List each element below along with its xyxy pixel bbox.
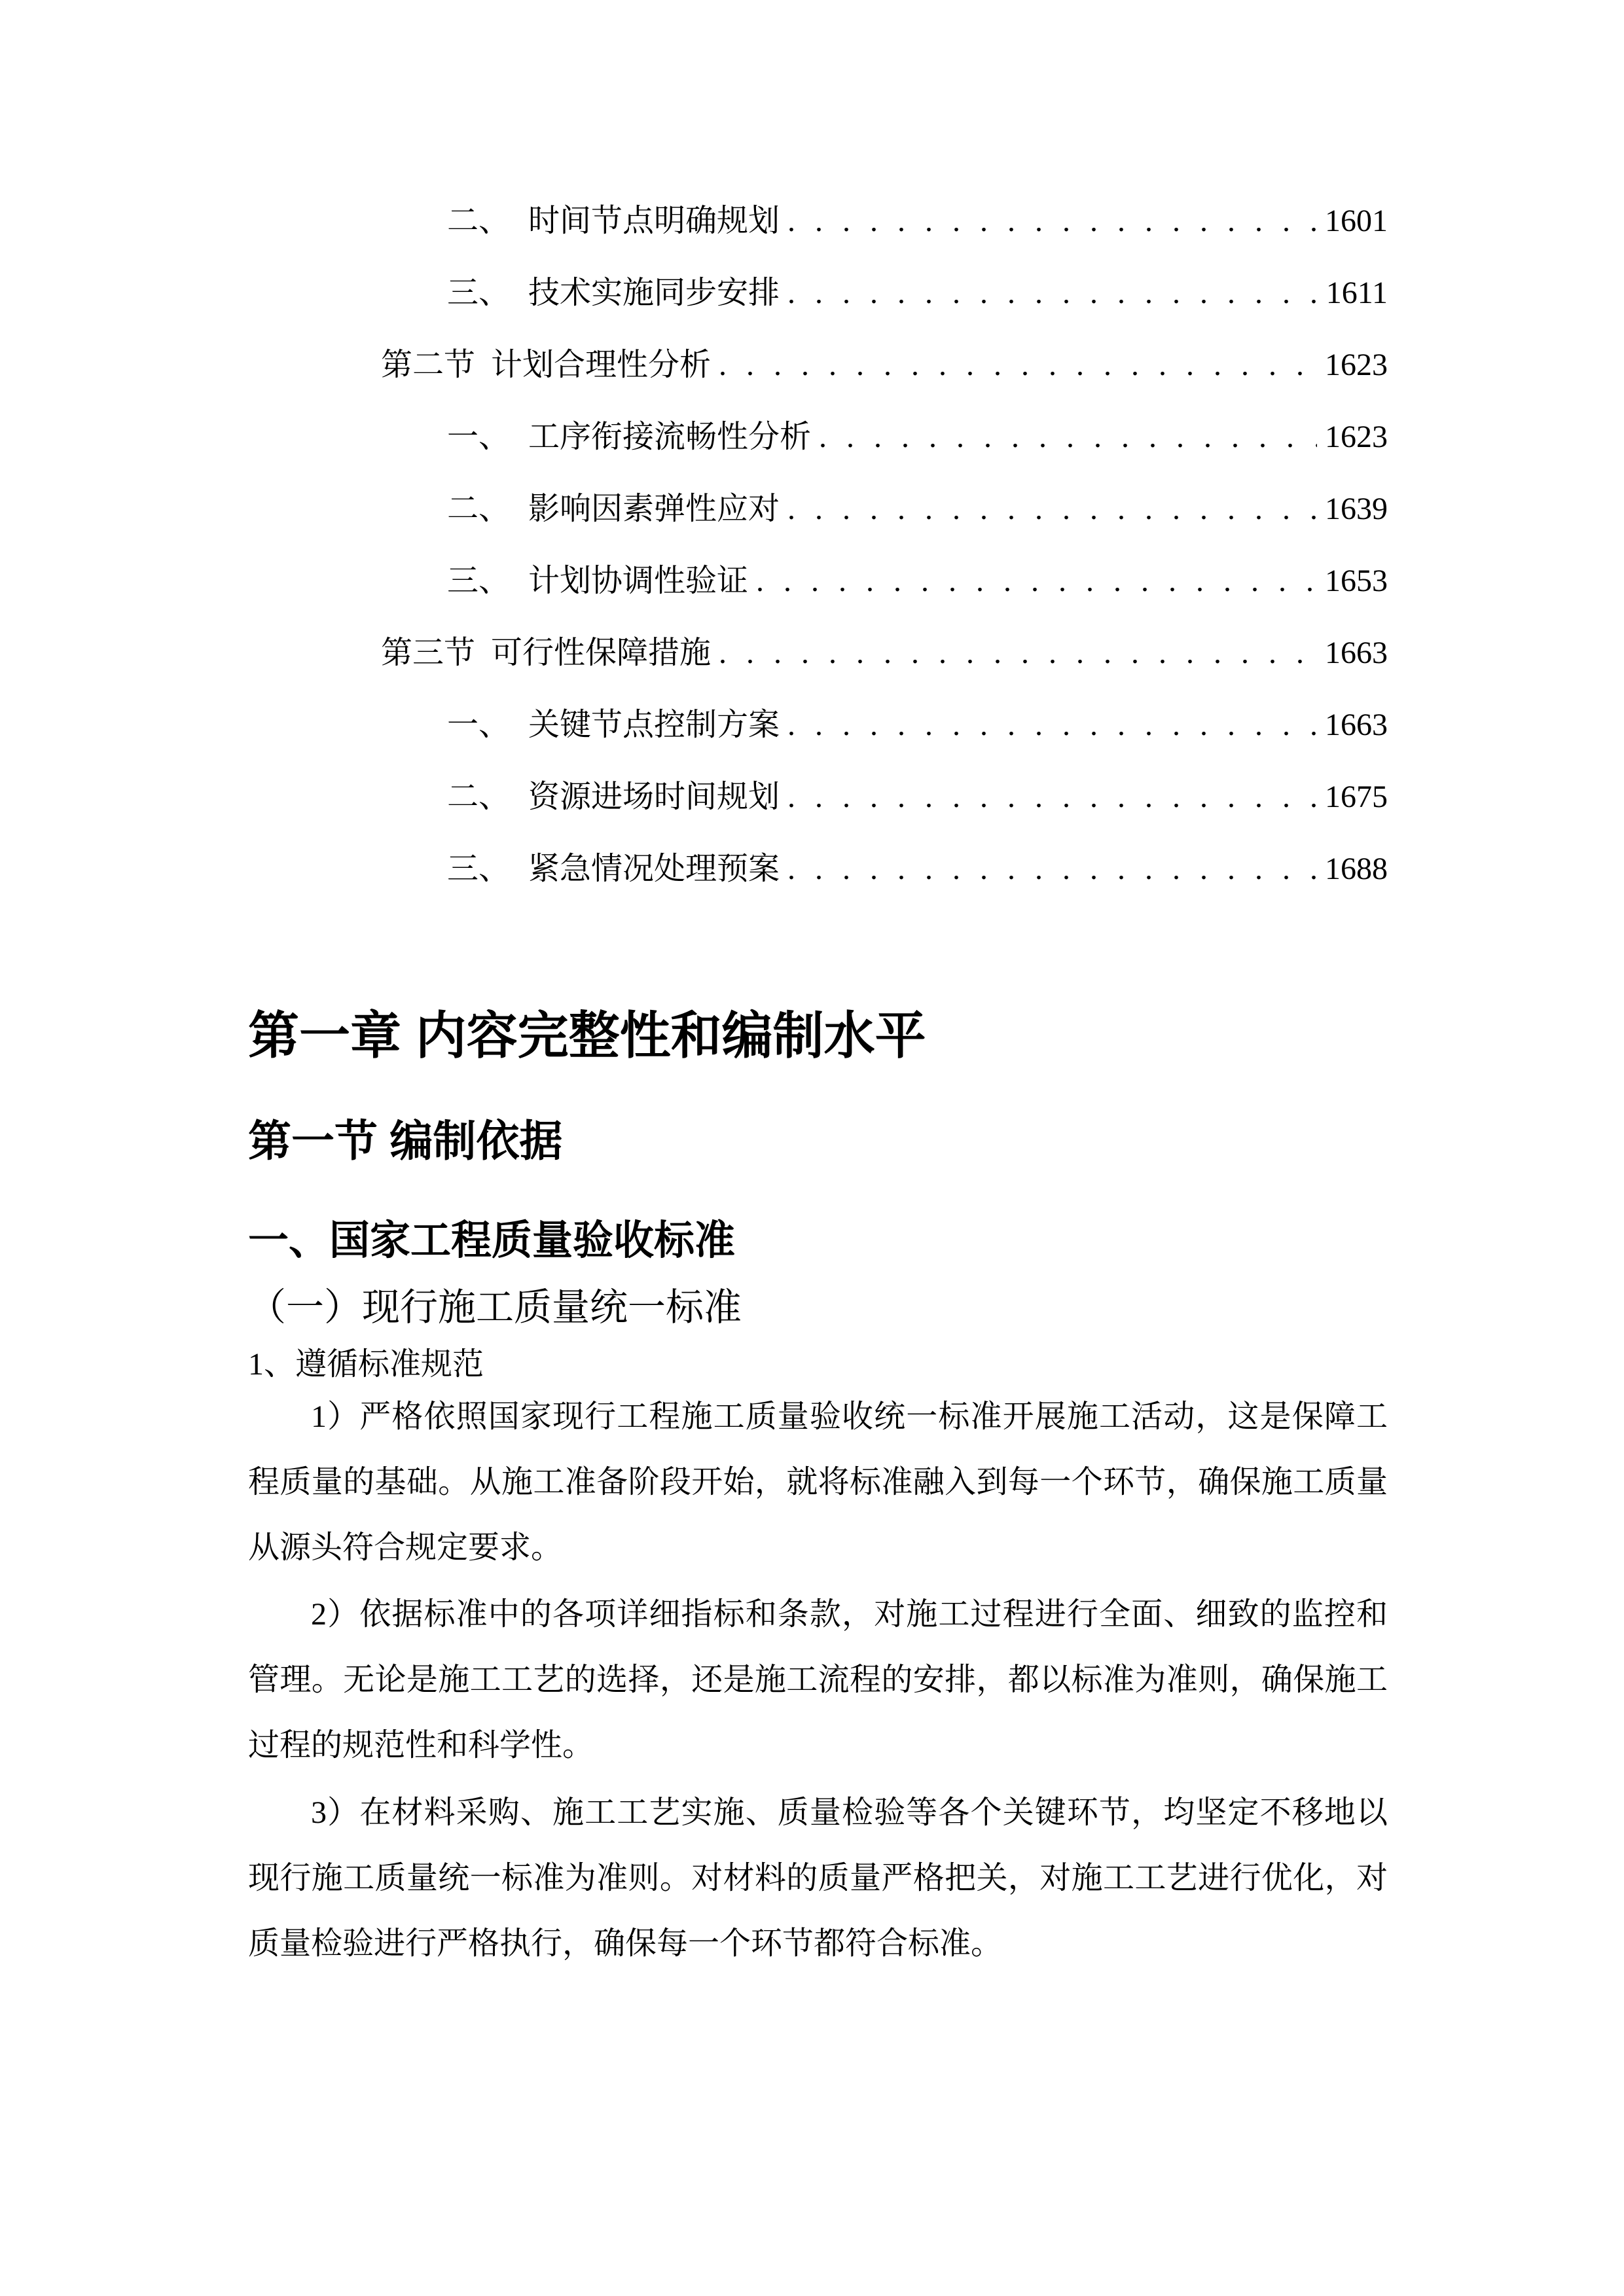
sub-subsection-heading: （一）现行施工质量统一标准 — [248, 1286, 742, 1329]
toc-page-number: 1623 — [1325, 348, 1388, 382]
toc-leader-dots — [787, 202, 1317, 241]
toc-entry-title: 资源进场时间规划 — [528, 780, 780, 814]
toc-page-number: 1663 — [1325, 708, 1388, 742]
toc-entry-number: 二、 — [447, 204, 511, 238]
toc-page-number: 1675 — [1325, 780, 1388, 814]
subsection-heading: 一、国家工程质量验收标准 — [248, 1218, 736, 1263]
toc-page-number: 1601 — [1325, 204, 1388, 238]
toc-entry[interactable] — [0, 490, 1388, 529]
toc-entry[interactable] — [0, 706, 1388, 745]
toc-page-number: 1653 — [1325, 564, 1388, 598]
body-paragraph: 1）严格依照国家现行工程施工质量验收统一标准开展施工活动，这是保障工程质量的基础。从施工准备阶段开始，就将标准融入到每一个环节，确保施工质量从源头符合规定要求。 — [248, 1399, 1388, 1565]
toc-entry-title: 技术实施同步安排 — [528, 276, 780, 310]
toc-entry-number: 第三节 — [381, 636, 476, 670]
toc-page-number: 1639 — [1325, 492, 1388, 526]
toc-leader-dots — [819, 418, 1317, 457]
toc-entry[interactable] — [0, 562, 1388, 601]
toc-leader-dots — [756, 562, 1317, 601]
toc-leader-dots — [719, 346, 1317, 385]
toc-leader-dots — [787, 850, 1317, 889]
toc-entry[interactable] — [0, 778, 1388, 817]
toc-entry[interactable] — [0, 418, 1388, 457]
toc-entry-title: 计划协调性验证 — [528, 564, 749, 598]
toc-entry-title: 工序衔接流畅性分析 — [528, 420, 812, 454]
body-paragraph: 2）依据标准中的各项详细指标和条款，对施工过程进行全面、细致的监控和管理。无论是施工工艺的选择，还是施工流程的安排，都以标准为准则，确保施工过程的规范性和科学性。 — [248, 1597, 1388, 1763]
toc-entry-number: 第二节 — [381, 348, 476, 382]
toc-entry-title: 可行性保障措施 — [491, 636, 712, 670]
section-title: 第一节 编制依据 — [248, 1117, 563, 1165]
toc-leader-dots — [787, 778, 1317, 817]
toc-entry-number: 二、 — [447, 492, 511, 526]
toc-entry[interactable] — [0, 274, 1388, 313]
toc-entry-number: 一、 — [447, 708, 511, 742]
toc-entry-title: 时间节点明确规划 — [528, 204, 780, 238]
toc-entry-title: 紧急情况处理预案 — [528, 852, 780, 886]
toc-entry-number: 三、 — [447, 564, 511, 598]
toc-page-number: 1663 — [1325, 636, 1388, 670]
body-paragraph: 3）在材料采购、施工工艺实施、质量检验等各个关键环节，均坚定不移地以现行施工质量统一标准为准则。对材料的质量严格把关，对施工工艺进行优化，对质量检验进行严格执行，确保每一个环节都符合标准。 — [248, 1795, 1388, 1961]
toc-entry-number: 三、 — [447, 276, 511, 310]
toc-leader-dots — [787, 706, 1317, 745]
toc-entry-number: 一、 — [447, 420, 511, 454]
toc-entry-number: 二、 — [447, 780, 511, 814]
toc-entry-number: 三、 — [447, 852, 511, 886]
toc-entry[interactable] — [0, 634, 1388, 673]
toc-entry[interactable] — [0, 346, 1388, 385]
toc-entry[interactable] — [0, 850, 1388, 889]
toc-leader-dots — [787, 274, 1318, 313]
toc-page-number: 1688 — [1325, 852, 1388, 886]
toc-leader-dots — [787, 490, 1317, 529]
chapter-title: 第一章 内容完整性和编制水平 — [248, 1007, 926, 1064]
toc-entry-title: 影响因素弹性应对 — [528, 492, 780, 526]
item-heading: 1、遵循标准规范 — [248, 1347, 484, 1382]
toc-page-number: 1623 — [1325, 420, 1388, 454]
toc-page-number: 1611 — [1326, 276, 1388, 310]
toc-entry[interactable] — [0, 202, 1388, 241]
toc-entry-title: 计划合理性分析 — [491, 348, 712, 382]
toc-entry-title: 关键节点控制方案 — [528, 708, 780, 742]
toc-leader-dots — [719, 634, 1317, 673]
